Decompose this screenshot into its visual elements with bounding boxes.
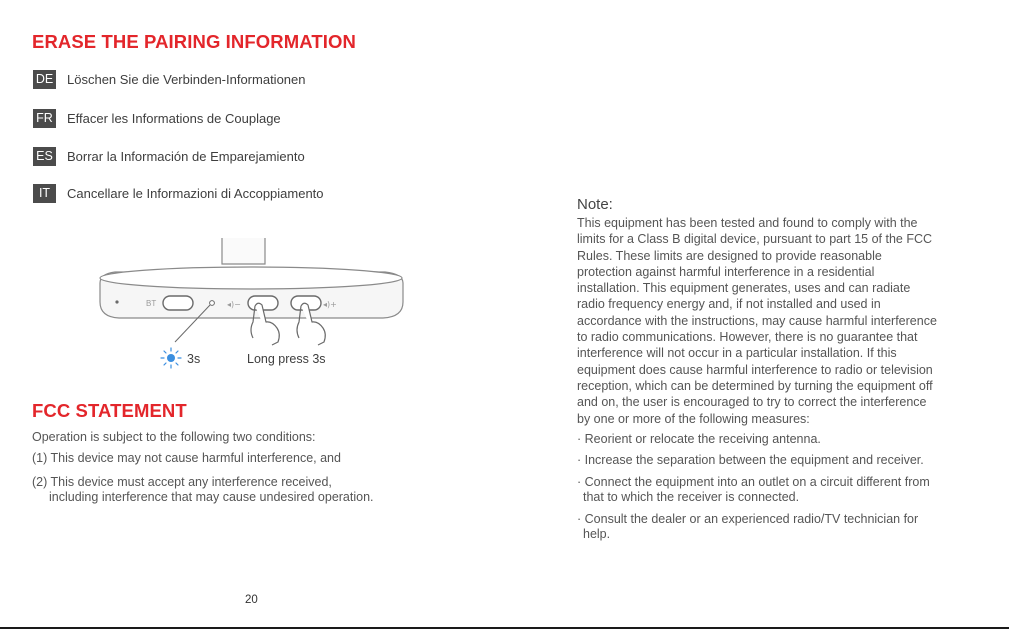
language-text: Borrar la Información de Emparejamiento: [67, 148, 305, 164]
language-text: Effacer les Informations de Couplage: [67, 110, 281, 126]
language-badge: ES: [33, 147, 56, 166]
volume-up-label: ◂)+: [323, 300, 337, 309]
led-indicator: [210, 301, 215, 306]
note-bullet: · Connect the equipment into an outlet on a circuit different from that to which the receiver is connected.: [577, 474, 930, 505]
speaker-top-surface: [100, 267, 402, 289]
note-body: This equipment has been tested and found to comply with the limits for a Class B digital device, pursuant to part 15 of the FCC Rules. These limits are designed to provide reasonable protection against harmful interference in a residential installation. This equipment generates, uses and can radiate radio frequency energy and, if not installed and used in accordance with the instructions, may cause harmful interference to radio communications. However, there is no guarantee that interference will not occur in a particular installation. If this equipment does cause harmful interference to radio or television reception, which can be determined by turning the equipment off and on, the user is encouraged to try to correct the interference by one or more of the following measures:: [577, 216, 937, 426]
fcc-condition-1: (1) This device may not cause harmful interference, and: [32, 451, 341, 465]
language-row-it: [33, 183, 324, 203]
bt-button: [163, 296, 193, 310]
led-duration-label: 3s: [187, 352, 201, 366]
language-row-fr: [33, 108, 281, 128]
bt-label: BT: [146, 299, 157, 308]
fcc-condition-2-line2: including interference that may cause undesired operation.: [49, 490, 374, 504]
note-bullet: · Consult the dealer or an experienced radio/TV technician for help.: [577, 511, 919, 542]
long-press-label: Long press 3s: [247, 352, 326, 366]
note-section: [577, 196, 937, 543]
language-badge: FR: [33, 109, 56, 128]
led-glow-icon: [161, 348, 181, 368]
speaker-stem: [222, 238, 265, 264]
page-number: 20: [245, 594, 258, 606]
language-text: Löschen Sie die Verbinden-Informationen: [67, 71, 306, 87]
note-bullet: · Increase the separation between the equipment and receiver.: [577, 453, 924, 468]
speaker-button-illustration: [95, 238, 425, 373]
fcc-condition-2-line1: (2) This device must accept any interference received,: [32, 475, 332, 489]
language-badge: DE: [33, 70, 56, 89]
note-title: Note:: [577, 196, 613, 213]
indicator-dot: [115, 300, 118, 303]
language-badge: IT: [33, 184, 56, 203]
language-row-es: [33, 146, 305, 166]
note-bullet: · Reorient or relocate the receiving antenna.: [577, 431, 821, 446]
fcc-intro: Operation is subject to the following two conditions:: [32, 430, 316, 444]
language-text: Cancellare le Informazioni di Accoppiamento: [67, 185, 324, 201]
fcc-statement-title: FCC STATEMENT: [32, 400, 187, 421]
volume-down-label: ◂)−: [227, 300, 241, 309]
language-row-de: [33, 69, 306, 89]
bottom-divider: [0, 627, 1009, 629]
erase-pairing-title: ERASE THE PAIRING INFORMATION: [32, 31, 356, 52]
